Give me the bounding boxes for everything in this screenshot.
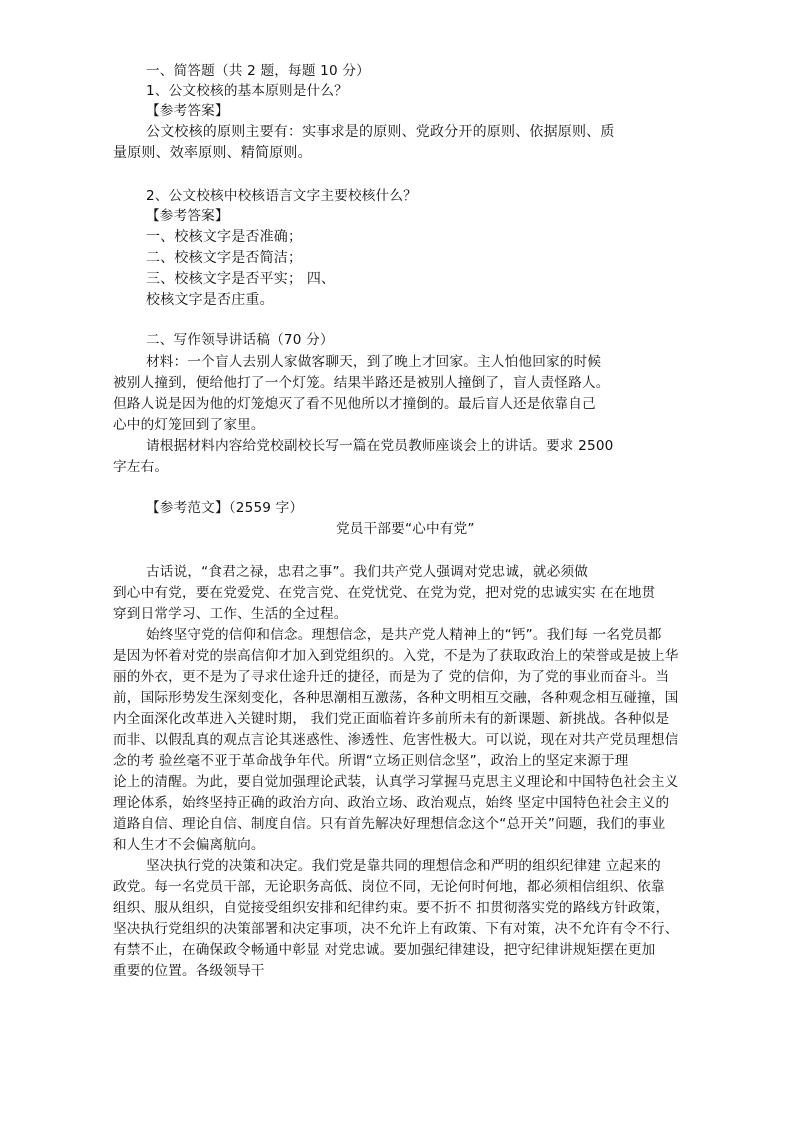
body-line: 而非、以假乱真的观点言论其迷惑性、渗透性、危害性极大。可以说，现在对共产党员理想信 bbox=[113, 732, 679, 748]
body-line: 坚决执行党组织的决策部署和决定事项，决不允许上有政策、下有对策，决不允许有令不行、 bbox=[113, 921, 679, 937]
material-line-2: 被别人撞到，便给他打了一个灯笼。结果半路还是被别人撞倒了，盲人责怪路人。 bbox=[113, 375, 610, 391]
task-line-2: 字左右。 bbox=[113, 459, 169, 475]
answer-2-line-3: 三、校核文字是否平实； 四、 bbox=[146, 271, 336, 287]
section-2-heading: 二、写作领导讲话稿（70 分） bbox=[146, 332, 334, 348]
body-line: 丽的外衣，更不是为了寻求仕途升迁的捷径，而是为了 党的信仰，为了党的事业而奋斗。当 bbox=[113, 669, 670, 685]
body-line: 内全面深化改革进入关键时期， 我们党正面临着许多前所未有的新课题、新挑战。各种似是 bbox=[113, 711, 670, 727]
body-line: 道路自信、理论自信、制度自信。只有首先解决好理想信念这个“总开关”问题，我们的事业 bbox=[113, 816, 666, 832]
body-line: 组织、服从组织，自觉接受组织安排和纪律约束。要不折不 扣贯彻落实党的路线方针政策， bbox=[113, 900, 670, 916]
answer-2-line-1: 一、校核文字是否准确； bbox=[146, 229, 303, 245]
body-line: 和人生才不会偏离航向。 bbox=[113, 837, 265, 853]
body-line: 是因为怀着对党的崇高信仰才加入到党组织的。入党，不是为了获取政治上的荣誉或是披上华 bbox=[113, 648, 679, 664]
body-line: 到心中有党，要在党爱党、在党言党、在党忧党、在党为党，把对党的忠诚实实 在在地贯 bbox=[113, 585, 656, 601]
material-line-3: 但路人说是因为他的灯笼熄灭了看不见他所以才撞倒的。最后盲人还是依靠自己 bbox=[113, 396, 596, 412]
body-line: 理论体系，始终坚持正确的政治方向、政治立场、政治观点，始终 坚定中国特色社会主义的 bbox=[113, 795, 670, 811]
body-line: 念的考 验丝毫不亚于革命战争年代。所谓“立场正则信念坚”，政治上的坚定来源于理 bbox=[113, 753, 629, 769]
answer-1-line-2: 量原则、效率原则、精简原则。 bbox=[113, 145, 312, 161]
answer-label-2: 【参考答案】 bbox=[146, 208, 229, 224]
body-line: 重要的位置。各级领导干 bbox=[113, 963, 265, 979]
section-1-heading: 一、简答题（共 2 题，每题 10 分） bbox=[146, 63, 370, 79]
answer-2-line-2: 二、校核文字是否简洁； bbox=[146, 250, 303, 266]
body-line: 论上的清醒。为此，要自觉加强理论武装，认真学习掌握马克思主义理论和中国特色社会主义 bbox=[113, 774, 679, 790]
essay-title: 党员干部要“心中有党” bbox=[336, 521, 475, 537]
question-1: 1、公文校核的基本原则是什么？ bbox=[146, 83, 348, 99]
body-line: 始终坚守党的信仰和信念。理想信念，是共产党人精神上的“钙”。我们每 一名党员都 bbox=[146, 627, 662, 643]
answer-label-1: 【参考答案】 bbox=[146, 103, 229, 119]
sample-label: 【参考范文】（2559 字） bbox=[146, 500, 304, 516]
body-line: 穿到日常学习、工作、生活的全过程。 bbox=[113, 606, 348, 622]
body-line: 古话说，“食君之禄，忠君之事”。我们共产党人强调对党忠诚，就必须做 bbox=[146, 564, 589, 580]
body-line: 政党。每一名党员干部，无论职务高低、岗位不同，无论何时何地，都必须相信组织、依靠 bbox=[113, 879, 665, 895]
answer-2-line-4: 校核文字是否庄重。 bbox=[146, 292, 274, 308]
question-2: 2、公文校核中校核语言文字主要校核什么？ bbox=[146, 188, 417, 204]
body-line: 坚决执行党的决策和决定。我们党是靠共同的理想信念和严明的组织纪律建 立起来的 bbox=[146, 858, 661, 874]
material-line-4: 心中的灯笼回到了家里。 bbox=[113, 417, 265, 433]
body-line: 前，国际形势发生深刻变化，各种思潮相互激荡，各种文明相互交融，各种观念相互碰撞，国 bbox=[113, 690, 679, 706]
material-line-1: 材料：一个盲人去别人家做客聊天，到了晚上才回家。主人怕他回家的时候 bbox=[146, 354, 602, 370]
body-line: 有禁不止，在确保政令畅通中彰显 对党忠诚。要加强纪律建设，把守纪律讲规矩摆在更加 bbox=[113, 942, 656, 958]
task-line-1: 请根据材料内容给党校副校长写一篇在党员教师座谈会上的讲话。要求 2500 bbox=[146, 438, 614, 454]
answer-1-line-1: 公文校核的原则主要有：实事求是的原则、党政分开的原则、依据原则、质 bbox=[146, 124, 615, 140]
